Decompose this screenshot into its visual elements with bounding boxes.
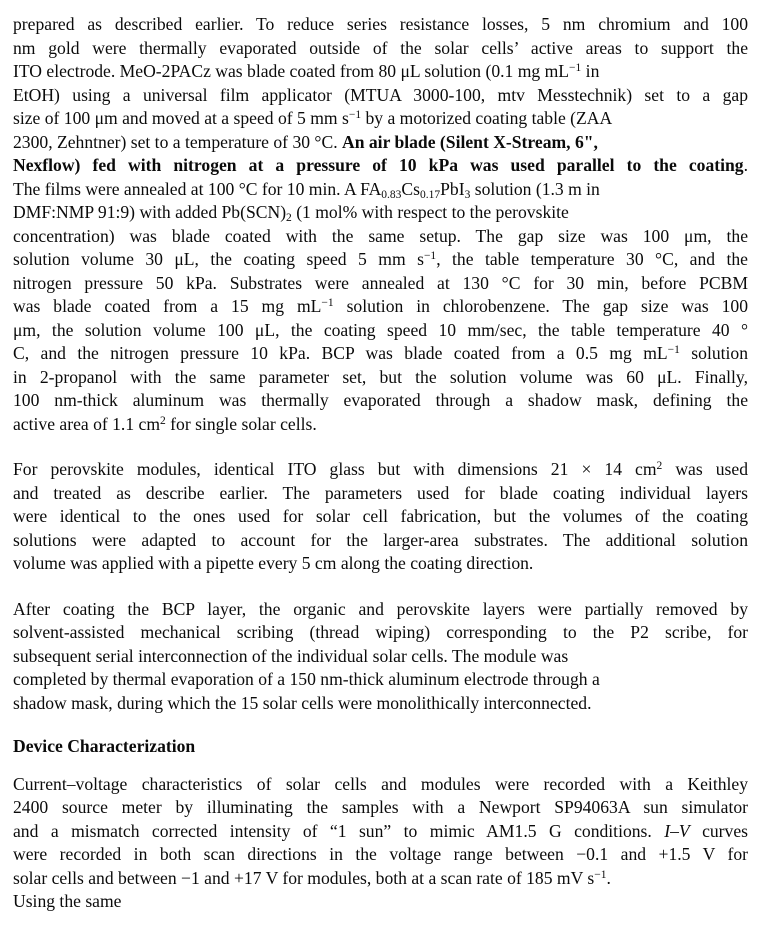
text-line: completed by thermal evaporation of a 150 nm-thick aluminum electrode through a: [13, 669, 600, 689]
paragraph-module-fabrication: [13, 458, 748, 576]
text-line: solar cells and between −1 and +17 V for modules, both at a scan rate of 185 mV $s^{-1}$.: [13, 867, 611, 888]
text-line: size of 100 μm and moved at a speed of 5 mm $s^{-1}$ by a motorized coating table (ZAA: [13, 108, 613, 128]
text-line: 2300, Zehntner) set to a temperature of 30 °C. An air blade (Silent X-Stream, 6",: [13, 131, 598, 152]
text-line: were recorded in both scan directions in the voltage range between −0.1 and +1.5 V for: [13, 844, 748, 864]
text-line: 2400 source meter by illuminating the samples with a Newport SP94063A sun simulator: [13, 797, 748, 817]
section-heading: [13, 735, 748, 759]
text-line: EtOH) using a universal film applicator (MTUA 3000-100, mtv Messtechnik) set to a gap: [13, 84, 748, 105]
text-line: solution volume 30 μL, the coating speed 5 mm $s^{-1}$, the table temperature 30 °C, and the: [13, 249, 748, 269]
text-line: concentration) was blade coated with the same setup. The gap size was 100 μm, the: [13, 225, 748, 246]
text-line: Nexflow) fed with nitrogen at a pressure of 10 kPa was used parallel to the coating.: [13, 155, 748, 175]
text-line: solutions were adapted to account for the larger-area substrates. The additional solution: [13, 529, 748, 550]
text-line: The films were annealed at 100 °C for 10 min. A FA0.83Cs0.17PbI3 solution (1.3 m in: [13, 178, 600, 201]
text-line: and treated as describe earlier. The parameters used for blade coating individual layers: [13, 482, 748, 503]
text-line: DMF:NMP 91:9) with added Pb(SCN)2 (1 mol% with respect to the perovskite: [13, 202, 569, 225]
text-line: in 2-propanol with the same parameter set, but the solution volume was 60 μL. Finally,: [13, 366, 748, 387]
text-line: 100 nm-thick aluminum was thermally evaporated through a shadow mask, defining the: [13, 390, 748, 410]
text-line: For perovskite modules, identical ITO glass but with dimensions 21 × 14 $cm^2$ was used: [13, 459, 748, 479]
text-line: Device Characterization: [13, 736, 196, 756]
paragraph-solar-cell-fabrication: [13, 13, 748, 436]
text-line: Using the same: [13, 891, 122, 911]
text-line: solvent-assisted mechanical scribing (thread wiping) corresponding to the P2 scribe, for: [13, 622, 748, 642]
paragraph-scribing-interconnection: [13, 598, 748, 716]
text-line: were identical to the ones used for solar cell fabrication, but the volumes of the coating: [13, 506, 748, 526]
text-line: Current–voltage characteristics of solar cells and modules were recorded with a Keithley: [13, 773, 748, 794]
text-line: and a mismatch corrected intensity of “1 sun” to mimic AM1.5 G conditions. I–V curves: [13, 820, 748, 841]
text-line: subsequent serial interconnection of the individual solar cells. The module was: [13, 645, 569, 666]
text-line: shadow mask, during which the 15 solar cells were monolithically interconnected.: [13, 692, 592, 713]
paragraph-device-characterization: [13, 773, 748, 914]
text-line: volume was applied with a pipette every 5 cm along the coating direction.: [13, 553, 534, 573]
text-line: μm, the solution volume 100 μL, the coating speed 10 mm/sec, the table temperature 40 °: [13, 319, 748, 340]
text-line: C, and the nitrogen pressure 10 kPa. BCP was blade coated from a 0.5 mg $mL^{-1}$ solution: [13, 343, 748, 363]
text-line: was blade coated from a 15 mg $mL^{-1}$ solution in chlorobenzene. The gap size was 100: [13, 296, 748, 316]
text-line: After coating the BCP layer, the organic and perovskite layers were partially removed by: [13, 598, 748, 619]
text-line: nitrogen pressure 50 kPa. Substrates were annealed at 130 °C for 30 min, before PCBM: [13, 272, 748, 293]
text-line: ITO electrode. MeO-2PACz was blade coated from 80 μL solution (0.1 mg $mL^{-1}$ in: [13, 61, 600, 81]
text-line: nm gold were thermally evaporated outside of the solar cells’ active areas to support the: [13, 37, 748, 58]
text-line: prepared as described earlier. To reduce series resistance losses, 5 nm chromium and 100: [13, 14, 748, 34]
text-line: active area of 1.1 $cm^2$ for single solar cells.: [13, 413, 317, 434]
